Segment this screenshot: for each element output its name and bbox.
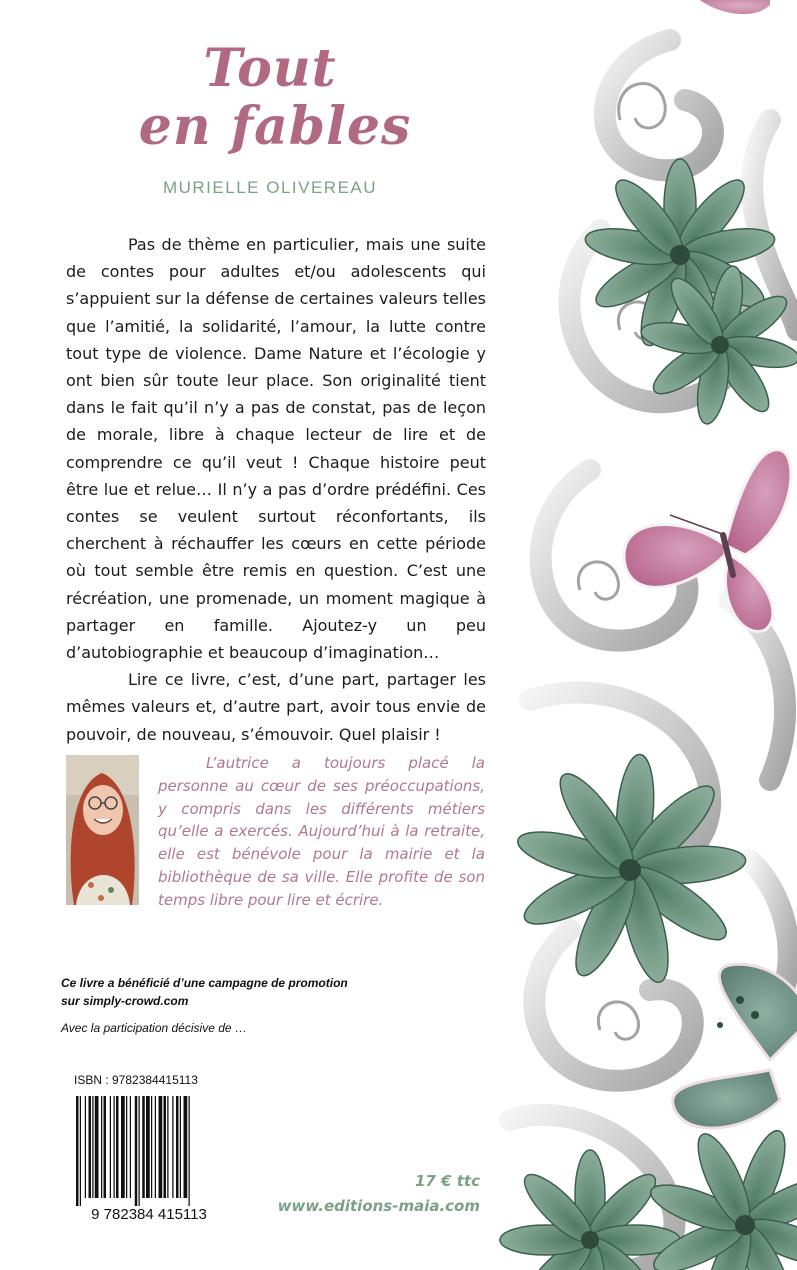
- author-biography: [158, 752, 485, 912]
- barcode-bar: [92, 1096, 93, 1198]
- publisher-website: www.editions-maia.com: [277, 1197, 480, 1215]
- barcode-bar: [101, 1096, 102, 1198]
- barcode-bar: [151, 1096, 152, 1198]
- barcode-number: 9 782384 415113: [91, 1206, 207, 1222]
- barcode-bar: [146, 1096, 150, 1198]
- promo-line-1: Ce livre a bénéficié d’une campagne de promotion: [61, 976, 348, 990]
- barcode-bar: [110, 1096, 111, 1198]
- barcode-bar: [172, 1096, 173, 1198]
- barcode-bar: [130, 1096, 131, 1198]
- promo-line-2: sur simply-crowd.com: [61, 993, 189, 1008]
- barcode-bar: [189, 1096, 190, 1206]
- synopsis: [66, 231, 486, 748]
- crowdfunding-note: [61, 975, 391, 1010]
- author-name: MURIELLE OLIVEREAU: [162, 178, 378, 197]
- synopsis-paragraph-2: Lire ce livre, c’est, d’une part, partager les mêmes valeurs et, d’autre part, avoir tous envie de pouvoir, de nouveau, s’émouvoir. Quel plaisir !: [66, 670, 486, 744]
- barcode-bar: [95, 1096, 99, 1198]
- isbn-barcode: [64, 1094, 234, 1222]
- title-line-1: Tout: [203, 38, 337, 99]
- barcode-bar: [135, 1096, 138, 1206]
- author-biography-text: L’autrice a toujours placé la personne au cœur de ses préoccupations, y compris dans les différents métiers qu’elle a exercés. Aujourd’hui à la retraite, elle est bénévole pour la mairie et la bibliothèque de sa ville. Elle profite de son temps libre pour lire et écrire.: [158, 754, 485, 909]
- barcode-bar: [159, 1096, 163, 1198]
- barcode-bar: [85, 1096, 86, 1198]
- barcode-bar: [116, 1096, 119, 1198]
- barcode-bar: [167, 1096, 168, 1198]
- author-photo: [66, 755, 139, 905]
- barcode-bar: [139, 1096, 140, 1206]
- synopsis-paragraph-1: Pas de thème en particulier, mais une suite de contes pour adultes et/ou adolescents qui s’appuient sur la défense de certaines valeurs telles que l’amitié, la solidarité, l’amour, la lutte contre tout type de violence. Dame Nature et l’écologie y ont bien sûr toute leur place. Son originalité tient dans le fait qu’il n’y a pas de constat, pas de leçon de morale, libre à chaque lecteur de lire et de comprendre ce qu’il veut ! Chaque histoire peut être lue et relue… Il n’y a pas d’ordre prédéfini. Ces contes se veulent surtout réconfortants, ils cherchent à réchauffer les cœurs en cette période où tout semble être remis en question. C’est une récréation, une promenade, un moment magique à partager en famille. Ajoutez-y un peu d’autobiographie et beaucoup d’imagination…: [66, 235, 486, 663]
- isbn-label: ISBN : 9782384415113: [74, 1073, 198, 1087]
- barcode-bar: [80, 1096, 81, 1206]
- barcode-bar: [184, 1096, 188, 1198]
- partner-note: Avec la participation décisive de …: [61, 1021, 247, 1035]
- barcode-bar: [76, 1096, 79, 1206]
- barcode-bar: [164, 1096, 167, 1198]
- barcode-bar: [89, 1096, 92, 1198]
- barcode-bar: [142, 1096, 145, 1198]
- barcode-bar: [126, 1096, 127, 1198]
- barcode-bar: [104, 1096, 107, 1198]
- floral-border-illustration: [470, 0, 797, 1270]
- price: 17 € ttc: [415, 1172, 480, 1190]
- barcode-bar: [114, 1096, 115, 1198]
- book-title: [120, 40, 420, 156]
- barcode-bar: [155, 1096, 156, 1198]
- barcode-bar: [121, 1096, 125, 1198]
- barcode-bar: [176, 1096, 179, 1198]
- barcode-bar: [180, 1096, 181, 1198]
- title-line-2: en fables: [138, 96, 412, 157]
